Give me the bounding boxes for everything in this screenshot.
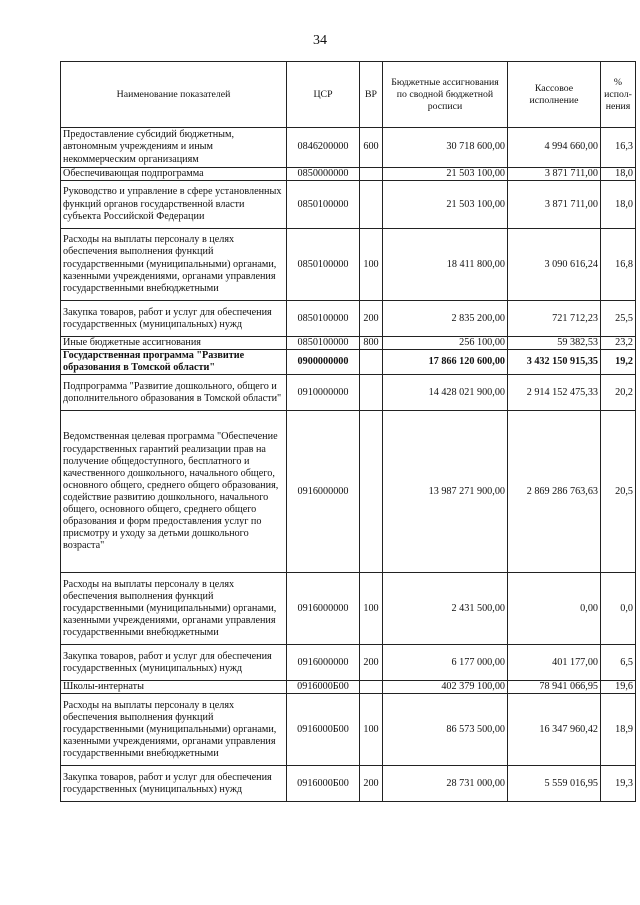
cell-allocations: 402 379 100,00 xyxy=(383,681,508,694)
cell-cash: 78 941 066,95 xyxy=(508,681,601,694)
cell-name: Расходы на выплаты персоналу в целях обеспечения выполнения функций государственными (муниципальными) органами, казенными учреждениями, органами управления государственными внебюджетными xyxy=(61,694,287,766)
table-row xyxy=(61,229,636,301)
cell-allocations: 2 431 500,00 xyxy=(383,573,508,645)
cell-csr: 0850000000 xyxy=(287,168,360,181)
table-row xyxy=(61,573,636,645)
cell-allocations: 6 177 000,00 xyxy=(383,645,508,681)
cell-vr: 200 xyxy=(360,766,383,802)
cell-csr: 0850100000 xyxy=(287,301,360,337)
cell-percent: 18,9 xyxy=(601,694,636,766)
cell-allocations: 30 718 600,00 xyxy=(383,128,508,168)
cell-percent: 0,0 xyxy=(601,573,636,645)
cell-vr: 100 xyxy=(360,694,383,766)
table-row xyxy=(61,350,636,375)
cell-csr: 0916000000 xyxy=(287,573,360,645)
cell-percent: 16,3 xyxy=(601,128,636,168)
cell-csr: 0916000000 xyxy=(287,645,360,681)
cell-allocations: 2 835 200,00 xyxy=(383,301,508,337)
table-header-row xyxy=(61,62,636,128)
cell-vr xyxy=(360,375,383,411)
cell-name: Закупка товаров, работ и услуг для обеспечения государственных (муниципальных) нужд xyxy=(61,301,287,337)
cell-percent: 25,5 xyxy=(601,301,636,337)
cell-cash: 2 869 286 763,63 xyxy=(508,411,601,573)
cell-csr: 0916000Б00 xyxy=(287,694,360,766)
cell-name: Расходы на выплаты персоналу в целях обеспечения выполнения функций государственными (муниципальными) органами, казенными учреждениями, органами управления государственными внебюджетными xyxy=(61,229,287,301)
table-row xyxy=(61,681,636,694)
cell-allocations: 14 428 021 900,00 xyxy=(383,375,508,411)
cell-percent: 19,2 xyxy=(601,350,636,375)
budget-execution-table xyxy=(60,61,636,802)
cell-vr xyxy=(360,181,383,229)
cell-csr: 0846200000 xyxy=(287,128,360,168)
cell-cash: 3 871 711,00 xyxy=(508,168,601,181)
cell-name: Ведомственная целевая программа "Обеспечение государственных гарантий реализации прав на получение общедоступного, бесплатного и качественного дошкольного, начального общего, основного общего, среднего общего образования, содействие развитию дошкольного, начального общего, основного общего, среднего общего образования и форм предоставления услуг по присмотру и уходу за детьми дошкольного возраста" xyxy=(61,411,287,573)
cell-csr: 0850100000 xyxy=(287,337,360,350)
cell-allocations: 28 731 000,00 xyxy=(383,766,508,802)
cell-name: Закупка товаров, работ и услуг для обеспечения государственных (муниципальных) нужд xyxy=(61,766,287,802)
cell-csr: 0850100000 xyxy=(287,181,360,229)
cell-name: Предоставление субсидий бюджетным, автономным учреждениям и иным некоммерческим организациям xyxy=(61,128,287,168)
cell-name: Государственная программа "Развитие образования в Томской области" xyxy=(61,350,287,375)
cell-vr: 100 xyxy=(360,573,383,645)
cell-cash: 401 177,00 xyxy=(508,645,601,681)
cell-allocations: 13 987 271 900,00 xyxy=(383,411,508,573)
cell-percent: 19,3 xyxy=(601,766,636,802)
cell-cash: 0,00 xyxy=(508,573,601,645)
cell-percent: 20,5 xyxy=(601,411,636,573)
header-allocations: Бюджетные ассигнования по сводной бюджетной росписи xyxy=(383,62,508,128)
cell-csr: 0900000000 xyxy=(287,350,360,375)
header-vr: ВР xyxy=(360,62,383,128)
cell-name: Иные бюджетные ассигнования xyxy=(61,337,287,350)
cell-csr: 0916000Б00 xyxy=(287,766,360,802)
cell-cash: 4 994 660,00 xyxy=(508,128,601,168)
header-name: Наименование показателей xyxy=(61,62,287,128)
header-percent: % испол-нения xyxy=(601,62,636,128)
table-row xyxy=(61,375,636,411)
cell-csr: 0910000000 xyxy=(287,375,360,411)
cell-name: Обеспечивающая подпрограмма xyxy=(61,168,287,181)
cell-percent: 18,0 xyxy=(601,168,636,181)
cell-percent: 19,6 xyxy=(601,681,636,694)
cell-name: Руководство и управление в сфере установленных функций органов государственной власти субъекта Российской Федерации xyxy=(61,181,287,229)
cell-vr xyxy=(360,411,383,573)
cell-name: Расходы на выплаты персоналу в целях обеспечения выполнения функций государственными (муниципальными) органами, казенными учреждениями, органами управления государственными внебюджетными xyxy=(61,573,287,645)
cell-vr xyxy=(360,168,383,181)
cell-name: Закупка товаров, работ и услуг для обеспечения государственных (муниципальных) нужд xyxy=(61,645,287,681)
cell-cash: 721 712,23 xyxy=(508,301,601,337)
table-row xyxy=(61,301,636,337)
cell-percent: 16,8 xyxy=(601,229,636,301)
cell-csr: 0850100000 xyxy=(287,229,360,301)
table-row xyxy=(61,337,636,350)
table-row xyxy=(61,168,636,181)
cell-allocations: 256 100,00 xyxy=(383,337,508,350)
cell-vr: 200 xyxy=(360,645,383,681)
cell-vr: 200 xyxy=(360,301,383,337)
table-row xyxy=(61,181,636,229)
cell-cash: 3 871 711,00 xyxy=(508,181,601,229)
header-cash: Кассовое исполнение xyxy=(508,62,601,128)
cell-allocations: 86 573 500,00 xyxy=(383,694,508,766)
cell-cash: 59 382,53 xyxy=(508,337,601,350)
page-number: 34 xyxy=(313,33,327,48)
header-csr: ЦСР xyxy=(287,62,360,128)
cell-csr: 0916000Б00 xyxy=(287,681,360,694)
cell-cash: 3 432 150 915,35 xyxy=(508,350,601,375)
table-row xyxy=(61,645,636,681)
table-row xyxy=(61,766,636,802)
cell-allocations: 18 411 800,00 xyxy=(383,229,508,301)
cell-vr: 800 xyxy=(360,337,383,350)
cell-vr xyxy=(360,350,383,375)
cell-vr: 600 xyxy=(360,128,383,168)
table-body xyxy=(61,128,636,802)
cell-name: Школы-интернаты xyxy=(61,681,287,694)
cell-percent: 6,5 xyxy=(601,645,636,681)
cell-allocations: 17 866 120 600,00 xyxy=(383,350,508,375)
table-row xyxy=(61,411,636,573)
table-row xyxy=(61,694,636,766)
cell-name: Подпрограмма "Развитие дошкольного, общего и дополнительного образования в Томской области" xyxy=(61,375,287,411)
cell-percent: 20,2 xyxy=(601,375,636,411)
table-row xyxy=(61,128,636,168)
cell-allocations: 21 503 100,00 xyxy=(383,168,508,181)
cell-cash: 3 090 616,24 xyxy=(508,229,601,301)
cell-cash: 5 559 016,95 xyxy=(508,766,601,802)
cell-percent: 18,0 xyxy=(601,181,636,229)
cell-vr xyxy=(360,681,383,694)
cell-csr: 0916000000 xyxy=(287,411,360,573)
cell-allocations: 21 503 100,00 xyxy=(383,181,508,229)
cell-vr: 100 xyxy=(360,229,383,301)
cell-cash: 2 914 152 475,33 xyxy=(508,375,601,411)
cell-cash: 16 347 960,42 xyxy=(508,694,601,766)
cell-percent: 23,2 xyxy=(601,337,636,350)
